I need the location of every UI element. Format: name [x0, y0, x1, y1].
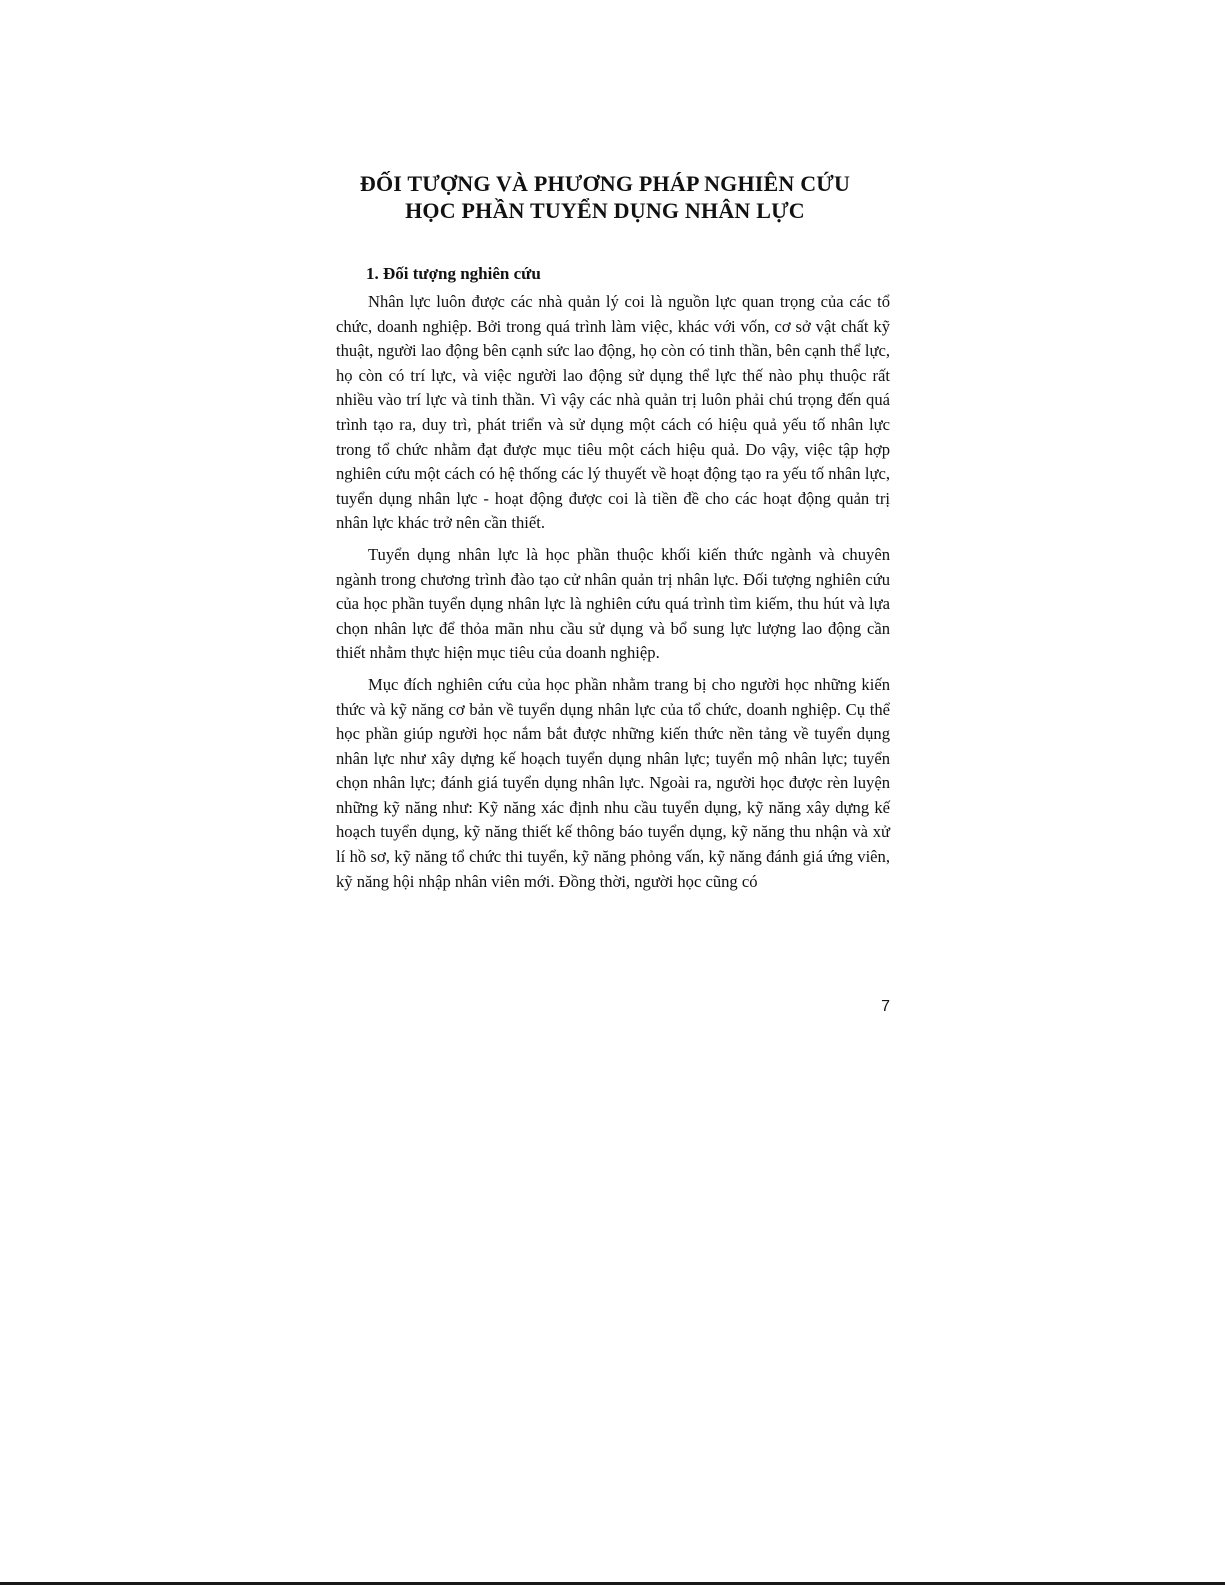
paragraph-2: Tuyển dụng nhân lực là học phần thuộc khối kiến thức ngành và chuyên ngành trong chương trình đào tạo cử nhân quản trị nhân lực. Đối tượng nghiên cứu của học phần tuyển dụng nhân lực là nghiên cứu quá trình tìm kiếm, thu hút và lựa chọn nhân lực để thỏa mãn nhu cầu sử dụng và bổ sung lực lượng lao động cần thiết nhằm thực hiện mục tiêu của doanh nghiệp. [336, 544, 890, 663]
chapter-title-line-1: ĐỐI TƯỢNG VÀ PHƯƠNG PHÁP NGHIÊN CỨU [359, 171, 851, 196]
section-heading: 1. Đối tượng nghiên cứu [366, 264, 541, 283]
page-number: 7 [881, 998, 890, 1015]
paragraph-3: Mục đích nghiên cứu của học phần nhằm trang bị cho người học những kiến thức và kỹ năng cơ bản về tuyển dụng nhân lực của tổ chức, doanh nghiệp. Cụ thể học phần giúp người học nắm bắt được những kiến thức nền tảng về tuyển dụng nhân lực như xây dựng kế hoạch tuyển dụng nhân lực; tuyển mộ nhân lực; tuyển chọn nhân lực; đánh giá tuyển dụng nhân lực. Ngoài ra, người học được rèn luyện những kỹ năng như: Kỹ năng xác định nhu cầu tuyển dụng, kỹ năng xây dựng kế hoạch tuyển dụng, kỹ năng thiết kế thông báo tuyển dụng, kỹ năng thu nhận và xử lí hồ sơ, kỹ năng tổ chức thi tuyển, kỹ năng phỏng vấn, kỹ năng đánh giá ứng viên, kỹ năng hội nhập nhân viên mới. Đồng thời, người học cũng có [336, 674, 890, 891]
chapter-title [320, 170, 890, 224]
chapter-title-line-2: HỌC PHẦN TUYỂN DỤNG NHÂN LỰC [405, 198, 805, 223]
body-content [336, 262, 890, 901]
paragraph-1: Nhân lực luôn được các nhà quản lý coi là nguồn lực quan trọng của các tổ chức, doanh nghiệp. Bởi trong quá trình làm việc, khác với vốn, cơ sở vật chất kỹ thuật, người lao động bên cạnh sức lao động, họ còn có tinh thần, bên cạnh thể lực, họ còn có trí lực, và việc người lao động sử dụng thể lực thế nào phụ thuộc rất nhiều vào trí lực và tinh thần. Vì vậy các nhà quản trị luôn phải chú trọng đến quá trình tạo ra, duy trì, phát triển và sử dụng một cách có hiệu quả yếu tố nhân lực trong tổ chức nhằm đạt được mục tiêu một cách hiệu quả. Do vậy, việc tập hợp nghiên cứu một cách có hệ thống các lý thuyết về hoạt động tạo ra yếu tố nhân lực, tuyển dụng nhân lực - hoạt động được coi là tiền đề cho các hoạt động quản trị nhân lực khác trở nên cần thiết. [336, 292, 890, 533]
